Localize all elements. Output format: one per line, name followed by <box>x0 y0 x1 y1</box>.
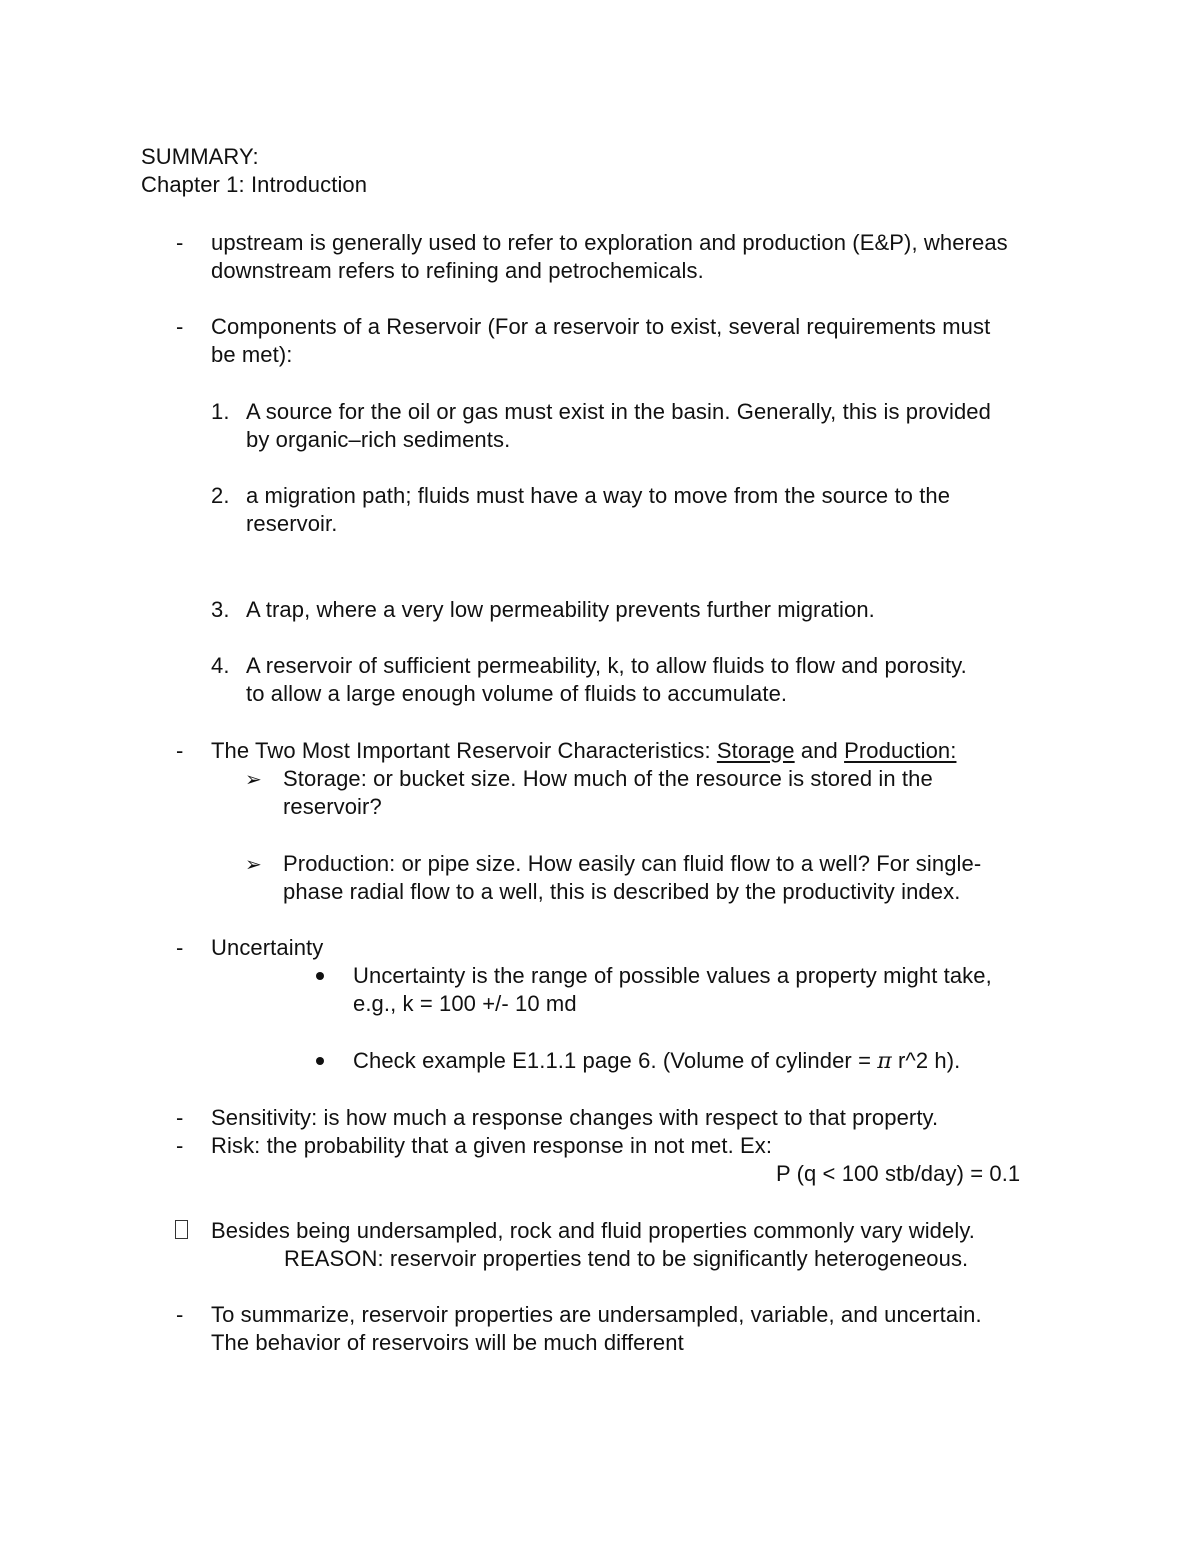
requirement-1-line-1: A source for the oil or gas must exist in the basin. Generally, this is provided <box>246 399 991 424</box>
upstream-line-2: downstream refers to refining and petrochemicals. <box>211 258 704 283</box>
requirement-3-line-1: A trap, where a very low permeability prevents further migration. <box>246 597 875 622</box>
requirement-2-line-2: reservoir. <box>246 511 338 536</box>
dash-marker: - <box>176 230 184 255</box>
sensitivity-line: Sensitivity: is how much a response changes with respect to that property. <box>211 1105 939 1130</box>
production-underlined: Production: <box>844 738 957 763</box>
uncertainty-bullet-1-line-1: Uncertainty is the range of possible values a property might take, <box>353 963 992 988</box>
arrow-bullet-icon: ➢ <box>245 852 262 876</box>
cylinder-text-post: r^2 h). <box>891 1048 961 1073</box>
requirement-number: 3. <box>211 597 230 622</box>
bullet-dot-icon <box>316 1057 324 1065</box>
page-title: SUMMARY: <box>141 144 259 169</box>
bullet-dot-icon <box>316 972 324 980</box>
and-word: and <box>794 738 845 763</box>
storage-line-1: Storage: or bucket size. How much of the resource is stored in the <box>283 766 933 791</box>
risk-line: Risk: the probability that a given response in not met. Ex: <box>211 1133 773 1158</box>
requirement-2-line-1: a migration path; fluids must have a way to move from the source to the <box>246 483 951 508</box>
storage-underlined: Storage <box>716 738 795 763</box>
requirement-number: 1. <box>211 399 230 424</box>
requirement-number: 2. <box>211 483 230 508</box>
requirement-1-line-2: by organic–rich sediments. <box>246 427 511 452</box>
chapter-heading: Chapter 1: Introduction <box>141 172 368 197</box>
uncertainty-bullet-2 <box>353 1047 960 1076</box>
requirement-number: 4. <box>211 653 230 678</box>
components-line-1: Components of a Reservoir (For a reservoir to exist, several requirements must <box>211 314 991 339</box>
dash-marker: - <box>176 738 184 763</box>
storage-line-2: reservoir? <box>283 794 382 819</box>
production-line-1: Production: or pipe size. How easily can fluid flow to a well? For single- <box>283 851 982 876</box>
uncertainty-heading: Uncertainty <box>211 935 324 960</box>
summarize-line-2: The behavior of reservoirs will be much different <box>211 1330 684 1355</box>
cylinder-text-pre: Check example E1.1.1 page 6. (Volume of cylinder = <box>353 1048 878 1073</box>
dash-marker: - <box>176 1105 184 1130</box>
production-line-2: phase radial flow to a well, this is described by the productivity index. <box>283 879 961 904</box>
dash-marker: - <box>176 1133 184 1158</box>
pi-symbol: π <box>877 1049 892 1074</box>
requirement-4-line-2: to allow a large enough volume of fluids to accumulate. <box>246 681 788 706</box>
summarize-line-1: To summarize, reservoir properties are undersampled, variable, and uncertain. <box>211 1302 982 1327</box>
characteristics-prefix: The Two Most Important Reservoir Characteristics: <box>211 738 717 763</box>
arrow-bullet-icon: ➢ <box>245 767 262 791</box>
uncertainty-bullet-1-line-2: e.g., k = 100 +/- 10 md <box>353 991 577 1016</box>
dash-marker: - <box>176 1302 184 1327</box>
characteristics-heading <box>211 737 956 765</box>
upstream-line-1: upstream is generally used to refer to exploration and production (E&P), whereas <box>211 230 1008 255</box>
components-line-2: be met): <box>211 342 293 367</box>
requirement-4-line-1: A reservoir of sufficient permeability, k, to allow fluids to flow and porosity. <box>246 653 967 678</box>
besides-line: Besides being undersampled, rock and fluid properties commonly vary widely. <box>211 1218 976 1243</box>
risk-formula: P (q < 100 stb/day) = 0.1 <box>776 1161 1021 1186</box>
reason-line: REASON: reservoir properties tend to be significantly heterogeneous. <box>284 1246 969 1271</box>
dash-marker: - <box>176 314 184 339</box>
dash-marker: - <box>176 935 184 960</box>
missing-glyph-icon <box>175 1220 188 1239</box>
